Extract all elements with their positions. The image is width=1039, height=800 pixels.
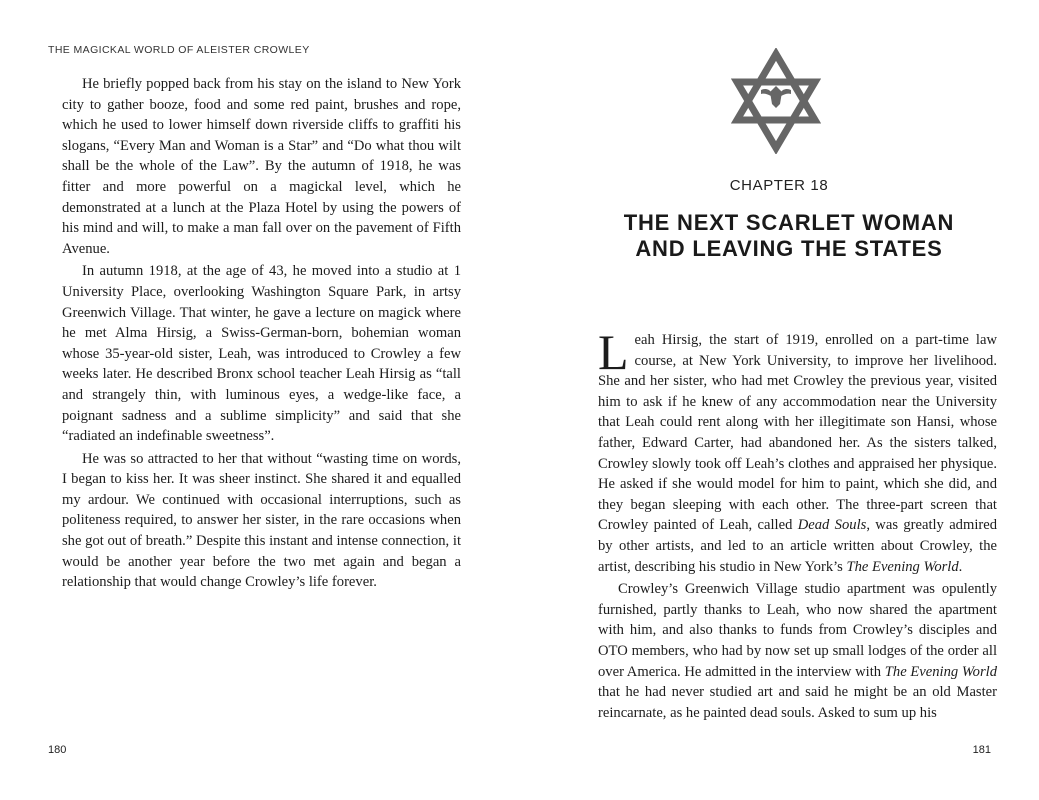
newspaper-title: The Evening World [884, 663, 997, 680]
newspaper-title: The Evening World [846, 558, 959, 575]
opening-paragraph [598, 324, 998, 577]
right-page-body [598, 324, 998, 725]
right-page [519, 0, 1039, 800]
chapter-title [519, 210, 1039, 262]
chapter-title-line: THE NEXT SCARLET WOMAN [623, 210, 955, 235]
text-run: Crowley’s Greenwich Village studio apartment was opulently furnished, partly thanks to Leah, who now shared the apartment with him, and also thanks to funds from Crowley’s disciples and OTO members, who had by now set up small lodges of the order all over America. He admitted in the interview with [598, 581, 997, 680]
chapter-title-line: AND LEAVING THE STATES [635, 236, 943, 261]
paragraph: He briefly popped back from his stay on the island to New York city to gather booze, food and some red paint, brushes and rope, which he used to lower himself down riverside cliffs to graffiti his slogans, “Every Man and Woman is a Star” and “Do what thou wilt shall be the whole of the Law”. By the autumn of 1918, he was fitter and more powerful on a magickal level, which he demonstrated at a lunch at the Plaza Hotel by using the powers of his mind and will, to make a man fall over on the pavement of Fifth Avenue. [62, 76, 461, 257]
text-run: . [958, 558, 963, 575]
left-page [0, 0, 519, 800]
artwork-title: Dead Souls [797, 517, 867, 534]
chapter-number: CHAPTER 18 [729, 177, 829, 194]
paragraph: In autumn 1918, at the age of 43, he moved into a studio at 1 University Place, overlooking Washington Square Park, in artsy Greenwich Village. That winter, he gave a lecture on magick where he met Alma Hirsig, a Swiss-German-born, bohemian woman whose 35-year-old sister, Leah, was introduced to Crowley a few weeks later. He described Bronx school teacher Leah Hirsig as “tall and strangely thin, with luminous eyes, a wedge-like face, a poignant sadness and a sublime simplicity” and said that she “radiated an indefinable sweetness”. [62, 263, 461, 445]
paragraph [598, 579, 997, 723]
text-run: eah Hirsig, the start of 1919, enrolled on a part-time law course, at New York University, to improve her livelihood. She and her sister, who had met Crowley the previous year, visited him to ask if he knew of any accommodation near the University that Leah could rent along with her illegitimate son Hansi, whose father, Edward Carter, had abandoned her. As the sisters talked, Crowley slowly took off Leah’s clothes and appraised her physique. He asked if she would model for him to paint, which she did, and they began sleeping with each other. The three-part screen that Crowley painted of Leah, called [598, 332, 997, 534]
text-run: that he had never studied art and said he might be an old Master reincarnate, as he painted dead souls. Asked to sum up his [598, 684, 997, 721]
page-number-left: 180 [48, 744, 67, 756]
paragraph: He was so attracted to her that without “wasting time on words, I began to kiss her. It was sheer instinct. She shared it and equalled my ardour. We continued with occasional interruptions, such as politeness required, to answer her sister, in the rare occasions when she got out of breath.” Despite this instant and intense connection, it would be another year before the two met again and began a relationship that would change Crowley’s life forever. [62, 450, 461, 591]
text-run: , was greatly admired by other artists, and led to an article written about Crowley, the artist, describing his studio in New York’s [598, 517, 998, 575]
page-number-right: 181 [972, 744, 991, 756]
unicursal-hexagram-icon [731, 48, 821, 154]
running-head: THE MAGICKAL WORLD OF ALEISTER CROWLEY [48, 44, 310, 56]
drop-cap: L [598, 324, 629, 380]
left-page-body [62, 74, 461, 595]
